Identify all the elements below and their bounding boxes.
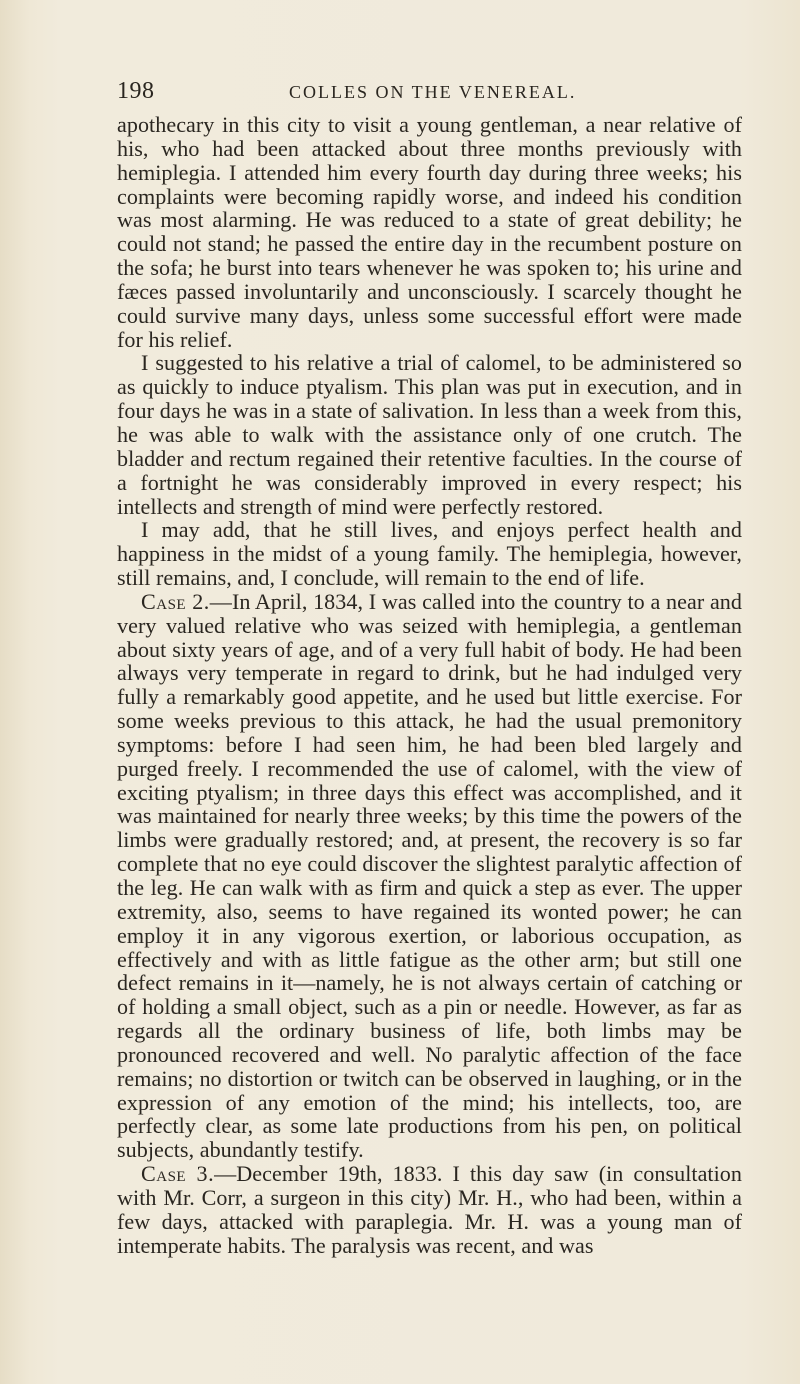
case-2-label: Case 2. bbox=[141, 588, 210, 614]
case-3-paragraph bbox=[117, 1162, 742, 1257]
paragraph-1-text: apothecary in this city to visit a young gentleman, a near relative of his, who had been attacked about three months previously with hemiplegia. I attended him every fourth day during three weeks; his complaints were becoming rapidly worse, and indeed his condition was most alarming. He was reduced to a state of great debility; he could not stand; he passed the entire day in the recumbent posture on the sofa; he burst into tears whenever he was spoken to; his urine and fæces passed involuntarily and unconsciously. I scarcely thought he could survive many days, unless some successful effort were made for his relief. bbox=[117, 112, 742, 352]
case-2-text: —In April, 1834, I was called into the country to a near and very valued relative who was seized with hemiplegia, a gentleman about sixty years of age, and of a very full habit of body. He had been always very temperate in regard to drink, but he had indulged very fully a remarkably good appetite, and he used but little exercise. For some weeks previous to this attack, he had the usual premonitory symptoms: before I had seen him, he had been bled largely and purged freely. I recommended the use of calomel, with the view of exciting ptyalism; in three days this effect was accomplished, and it was maintained for nearly three weeks; by this time the powers of the limbs were gradually restored; and, at present, the recovery is so far complete that no eye could discover the slightest paralytic affection of the leg. He can walk with as firm and quick a step as ever. The upper extremity, also, seems to have regained its wonted power; he can employ it in any vigorous exertion, or laborious occupation, as effectively and with as little fatigue as the other arm; but still one defect remains in it—namely, he is not always certain of catching or of holding a small object, such as a pin or needle. However, as far as regards all the ordinary business of life, both limbs may be pronounced recovered and well. No paralytic affection of the face remains; no distortion or twitch can be observed in laughing, or in the expression of any emotion of the mind; his intellects, too, are perfectly clear, as some late productions from his pen, on political subjects, abundantly testify. bbox=[117, 588, 742, 1163]
running-head: COLLES ON THE VENEREAL. bbox=[289, 82, 577, 102]
paragraph-3-text: I may add, that he still lives, and enjoys perfect health and happiness in the midst of a young family. The hemiplegia, however, still remains, and, I conclude, will remain to the end of life. bbox=[117, 517, 742, 591]
page-header bbox=[117, 78, 742, 108]
body-text bbox=[117, 113, 742, 1258]
paragraph-2-text: I suggested to his relative a trial of calomel, to be administered so as quickly to induce ptyalism. This plan was put in execution, and in four days he was in a state of salivation. In less than a week from this, he was able to walk with the assistance only of one crutch. The bladder and rectum regained their retentive faculties. In the course of a fortnight he was considerably improved in every respect; his intellects and strength of mind were perfectly restored. bbox=[117, 350, 742, 519]
case-2-paragraph bbox=[117, 590, 742, 1162]
page-number: 198 bbox=[117, 78, 155, 104]
case-3-label: Case 3. bbox=[141, 1161, 215, 1187]
paragraph-3 bbox=[117, 518, 742, 590]
case-3-text: —December 19th, 1833. I this day saw (in consultation with Mr. Corr, a surgeon in this city) Mr. H., who had been, within a few days, attacked with paraplegia. Mr. H. was a young man of intemperate habits. The paralysis was recent, and was bbox=[117, 1161, 743, 1258]
paragraph-1 bbox=[117, 113, 742, 351]
paragraph-2 bbox=[117, 351, 742, 518]
